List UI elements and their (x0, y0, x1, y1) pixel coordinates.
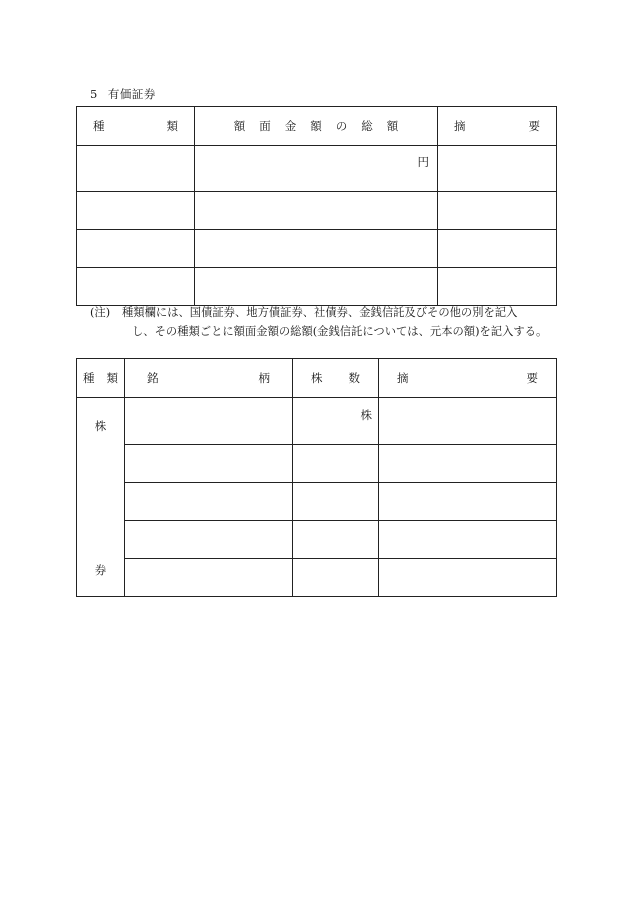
table-row (77, 192, 557, 230)
header-remarks: 摘 要 (438, 107, 557, 146)
type-cell[interactable] (77, 146, 195, 192)
yen-unit: 円 (417, 155, 429, 169)
table-row (77, 398, 557, 445)
amount-cell[interactable] (195, 230, 438, 268)
amount-cell[interactable] (195, 268, 438, 306)
securities-total-table (76, 106, 557, 306)
remarks-cell[interactable] (379, 559, 557, 597)
remarks-cell[interactable] (379, 445, 557, 483)
stock-type-cell (77, 398, 125, 597)
brand-cell[interactable] (125, 559, 293, 597)
table-row (77, 445, 557, 483)
section-title (90, 86, 156, 102)
brand-cell[interactable] (125, 483, 293, 521)
note-line-2: し、その種類ごとに額面金額の総額(金銭信託については、元本の額)を記入する。 (132, 325, 548, 338)
remarks-cell[interactable] (438, 192, 557, 230)
type-cell[interactable] (77, 230, 195, 268)
remarks-cell[interactable] (379, 521, 557, 559)
header-type: 種 類 (77, 107, 195, 146)
table-row (77, 230, 557, 268)
table-row (77, 521, 557, 559)
row-label-bottom: 券 (94, 563, 107, 577)
brand-cell[interactable] (125, 521, 293, 559)
section-title-text: 有価証券 (107, 87, 156, 101)
shares-table (76, 358, 557, 597)
remarks-cell[interactable] (438, 230, 557, 268)
amount-cell[interactable] (195, 146, 438, 192)
table-row (77, 268, 557, 306)
header-brand: 銘 柄 (125, 359, 293, 398)
header-shares: 株 数 (293, 359, 379, 398)
shares-unit: 株 (360, 408, 372, 422)
amount-cell[interactable] (195, 192, 438, 230)
table1-header-row (77, 107, 557, 146)
shares-cell[interactable] (293, 445, 379, 483)
header-type: 種 類 (77, 359, 125, 398)
note-mark: (注) (90, 306, 111, 319)
shares-cell[interactable] (293, 398, 379, 445)
remarks-cell[interactable] (438, 268, 557, 306)
header-face-value-total: 額 面 金 額 の 総 額 (195, 107, 438, 146)
note (90, 303, 560, 341)
note-line-1: 種類欄には、国債証券、地方債証券、社債券、金銭信託及びその他の別を記入 (122, 306, 518, 319)
remarks-cell[interactable] (438, 146, 557, 192)
brand-cell[interactable] (125, 445, 293, 483)
shares-cell[interactable] (293, 559, 379, 597)
shares-cell[interactable] (293, 521, 379, 559)
remarks-cell[interactable] (379, 483, 557, 521)
table-row (77, 483, 557, 521)
brand-cell[interactable] (125, 398, 293, 445)
type-cell[interactable] (77, 268, 195, 306)
shares-cell[interactable] (293, 483, 379, 521)
table-row (77, 559, 557, 597)
table-row (77, 146, 557, 192)
type-cell[interactable] (77, 192, 195, 230)
section-number: 5 (90, 87, 98, 101)
row-label-top: 株 (94, 419, 107, 433)
table2-header-row (77, 359, 557, 398)
header-remarks: 摘 要 (379, 359, 557, 398)
remarks-cell[interactable] (379, 398, 557, 445)
